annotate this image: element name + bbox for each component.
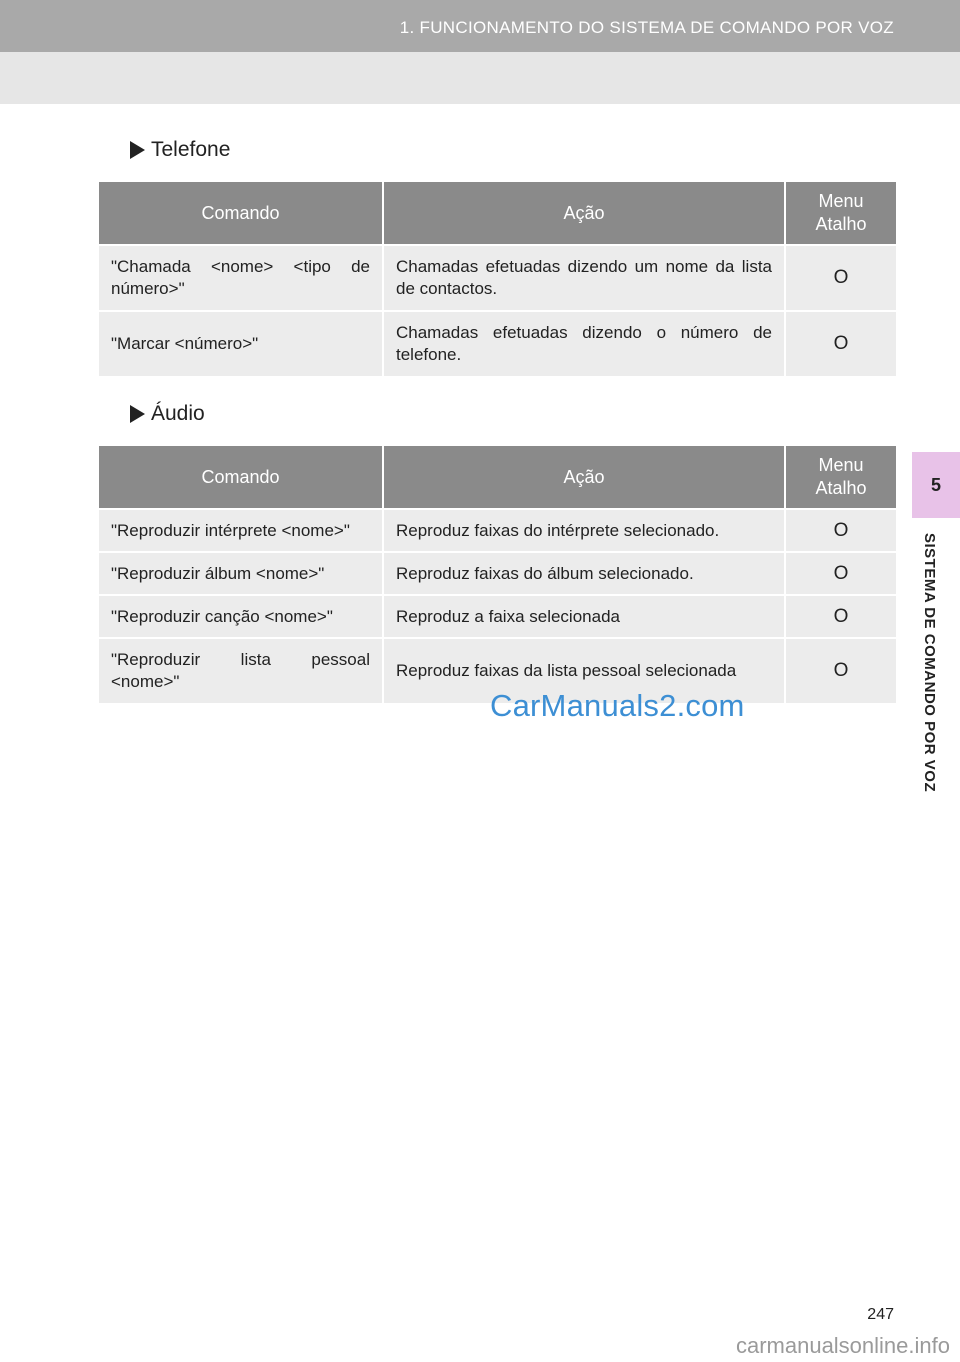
shortcut-cell: O — [785, 595, 897, 638]
command-cell: "Reproduzir canção <nome>" — [98, 595, 383, 638]
table-header-row — [98, 181, 897, 245]
chapter-label: SISTEMA DE COMANDO POR VOZ — [921, 533, 938, 793]
column-header-action: Ação — [383, 181, 785, 245]
section-title: Áudio — [151, 402, 205, 425]
command-cell: "Reproduzir lista pessoal <nome>" — [98, 638, 383, 704]
table-header-row — [98, 445, 897, 509]
action-cell: Chamadas efetuadas dizendo o número de telefone. — [383, 311, 785, 377]
shortcut-cell: O — [785, 509, 897, 552]
action-cell: Reproduz faixas da lista pessoal selecionada — [383, 638, 785, 704]
section-heading-audio — [130, 402, 205, 426]
chapter-number: 5 — [930, 474, 941, 495]
chapter-tab — [912, 452, 960, 518]
table-row — [98, 245, 897, 311]
action-cell: Chamadas efetuadas dizendo um nome da lista de contactos. — [383, 245, 785, 311]
shortcut-cell: O — [785, 311, 897, 377]
section-heading-telefone — [130, 138, 230, 162]
shortcut-cell: O — [785, 245, 897, 311]
header-title: 1. FUNCIONAMENTO DO SISTEMA DE COMANDO POR VOZ — [399, 18, 894, 37]
page-number: 247 — [867, 1306, 894, 1323]
watermark-logo: CarManuals2.com — [490, 688, 745, 723]
command-cell: "Marcar <número>" — [98, 311, 383, 377]
header-band — [0, 52, 960, 104]
command-cell: "Reproduzir álbum <nome>" — [98, 552, 383, 595]
table-row — [98, 311, 897, 377]
column-header-command: Comando — [98, 181, 383, 245]
column-header-command: Comando — [98, 445, 383, 509]
triangle-bullet-icon — [130, 405, 145, 423]
triangle-bullet-icon — [130, 141, 145, 159]
audio-table — [97, 444, 898, 705]
table-row — [98, 595, 897, 638]
table-row — [98, 509, 897, 552]
command-cell: "Reproduzir intérprete <nome>" — [98, 509, 383, 552]
telefone-table — [97, 180, 898, 378]
column-header-shortcut: Menu Atalho — [785, 445, 897, 509]
action-cell: Reproduz a faixa selecionada — [383, 595, 785, 638]
header-bar — [0, 0, 960, 52]
table-row — [98, 552, 897, 595]
section-title: Telefone — [151, 138, 231, 161]
column-header-shortcut: Menu Atalho — [785, 181, 897, 245]
column-header-action: Ação — [383, 445, 785, 509]
action-cell: Reproduz faixas do intérprete selecionado. — [383, 509, 785, 552]
action-cell: Reproduz faixas do álbum selecionado. — [383, 552, 785, 595]
command-cell: "Chamada <nome> <tipo de número>" — [98, 245, 383, 311]
shortcut-cell: O — [785, 638, 897, 704]
shortcut-cell: O — [785, 552, 897, 595]
footer-watermark: carmanualsonline.info — [735, 1333, 950, 1358]
